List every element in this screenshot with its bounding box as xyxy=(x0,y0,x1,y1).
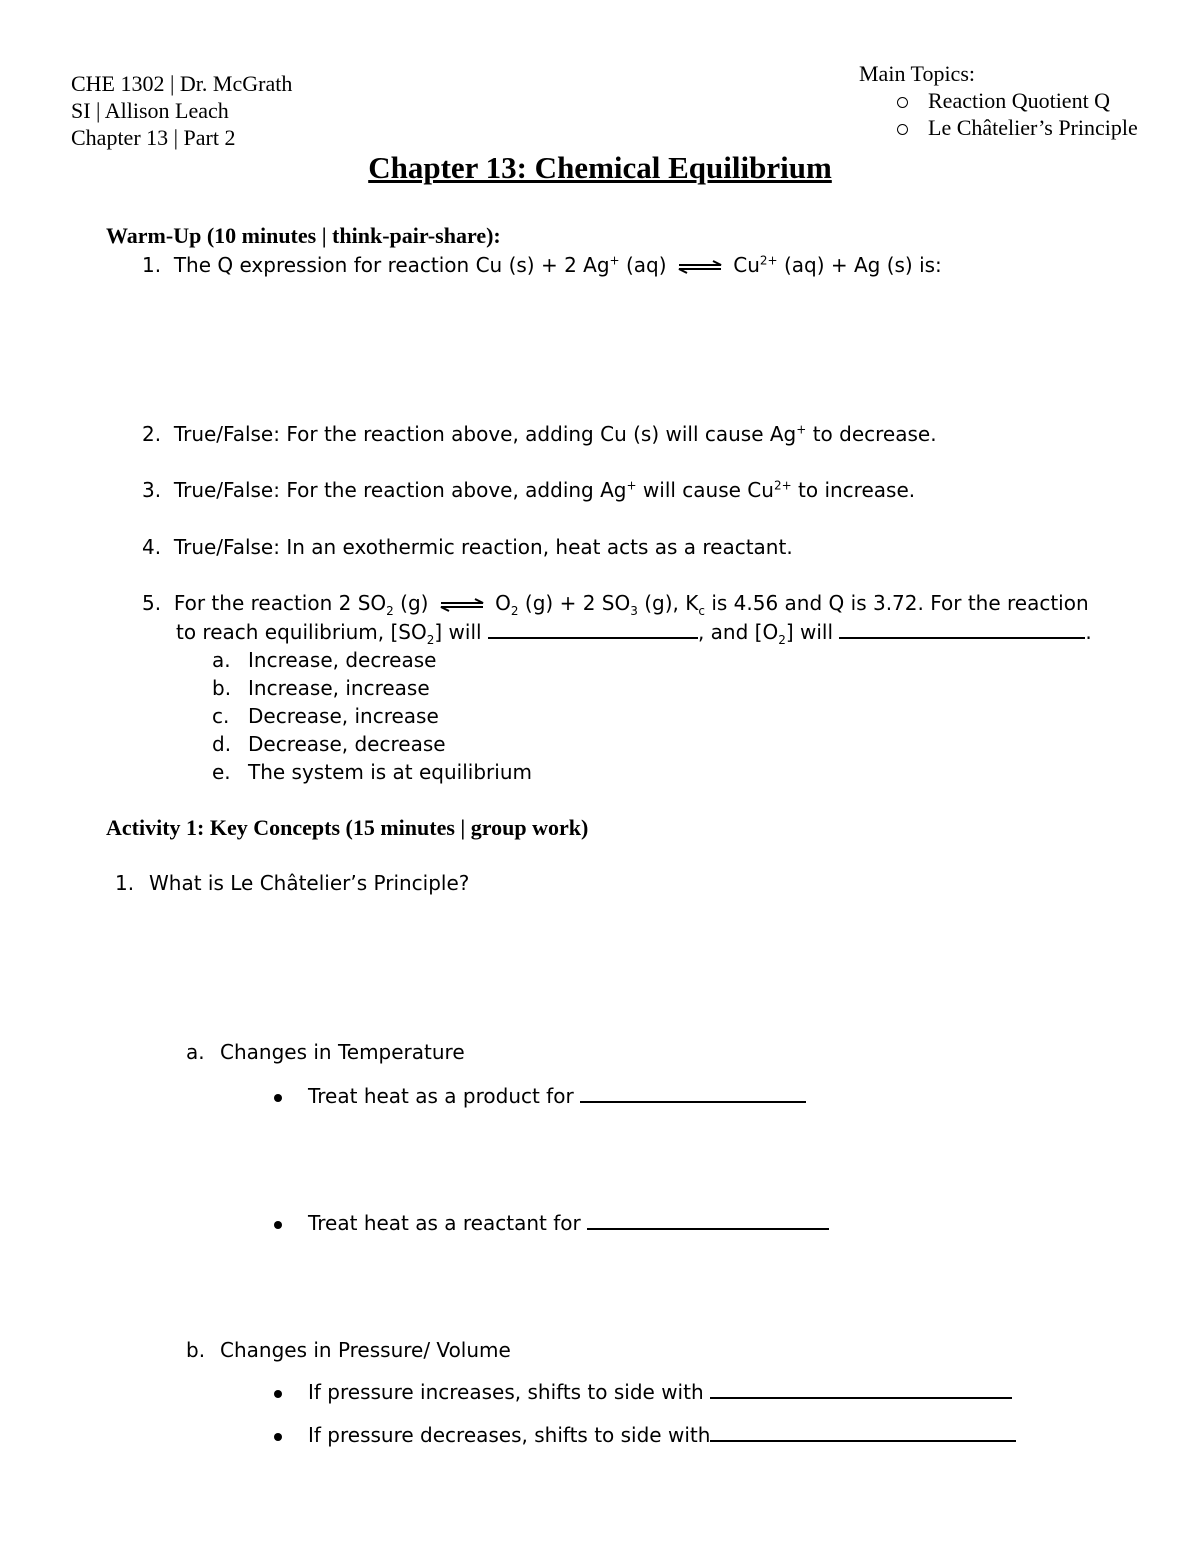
option-a: a. Increase, decrease xyxy=(212,648,437,672)
equilibrium-arrow-icon xyxy=(439,598,485,612)
pressure-decrease-item: If pressure decreases, shifts to side with xyxy=(274,1423,1016,1447)
topic-item: Reaction Quotient Q xyxy=(897,87,1110,114)
warmup-question-5-line-2: to reach equilibrium, $[SO_2]$ will , and $[O_2]$ will . xyxy=(176,620,1092,647)
activity1-heading: Activity 1: Key Concepts (15 minutes | group work) xyxy=(106,815,589,840)
warmup-question-2: 2. True/False: For the reaction above, adding Cu (s) will cause Ag+ to decrease. xyxy=(142,422,937,446)
warmup-question-3: 3. True/False: For the reaction above, adding Ag+ will cause $Cu^{2+}$ to increase. xyxy=(142,478,916,502)
warmup-question-1: 1. The Q expression for reaction Cu (s) + 2 Ag+ (aq) $Cu^{2+}$ (aq) + Ag (s) is: xyxy=(142,253,942,277)
equilibrium-arrow-icon xyxy=(677,260,723,274)
option-d: d. Decrease, decrease xyxy=(212,732,446,756)
answer-blank[interactable] xyxy=(710,1439,1016,1442)
warmup-question-4: 4. True/False: In an exothermic reaction, heat acts as a reactant. xyxy=(142,535,793,559)
option-b: b. Increase, increase xyxy=(212,676,430,700)
page-title: Chapter 13: Chemical Equilibrium xyxy=(368,150,832,185)
topics-label: Main Topics: xyxy=(859,61,975,86)
heat-product-item: Treat heat as a product for xyxy=(274,1084,806,1108)
answer-blank[interactable] xyxy=(580,1100,806,1103)
warmup-question-5: 5. For the reaction 2 $SO_2$ (g) $O_2$ (g) + 2 $SO_3$ (g), $K_c$ is 4.56 and Q is 3.72. For the reaction xyxy=(142,591,1089,618)
bullet-icon xyxy=(274,1390,282,1398)
heat-reactant-item: Treat heat as a reactant for xyxy=(274,1211,829,1235)
circle-bullet-icon xyxy=(897,124,908,135)
bullet-icon xyxy=(274,1094,282,1102)
activity-question-1: 1. What is Le Châtelier’s Principle? xyxy=(115,871,470,895)
pressure-subheading: b. Changes in Pressure/ Volume xyxy=(186,1338,511,1362)
answer-blank[interactable] xyxy=(488,636,698,639)
answer-blank[interactable] xyxy=(587,1227,829,1230)
bullet-icon xyxy=(274,1433,282,1441)
option-c: c. Decrease, increase xyxy=(212,704,439,728)
answer-blank[interactable] xyxy=(839,636,1085,639)
course-line: CHE 1302 | Dr. McGrath xyxy=(71,71,293,96)
warmup-heading: Warm-Up (10 minutes | think-pair-share): xyxy=(106,223,501,248)
option-e: e. The system is at equilibrium xyxy=(212,760,532,784)
si-line: SI | Allison Leach xyxy=(71,98,229,123)
bullet-icon xyxy=(274,1221,282,1229)
chapter-line: Chapter 13 | Part 2 xyxy=(71,125,236,150)
topic-item: Le Châtelier’s Principle xyxy=(897,114,1138,141)
answer-blank[interactable] xyxy=(710,1396,1012,1399)
temperature-subheading: a. Changes in Temperature xyxy=(186,1040,465,1064)
pressure-increase-item: If pressure increases, shifts to side with xyxy=(274,1380,1012,1404)
circle-bullet-icon xyxy=(897,97,908,108)
